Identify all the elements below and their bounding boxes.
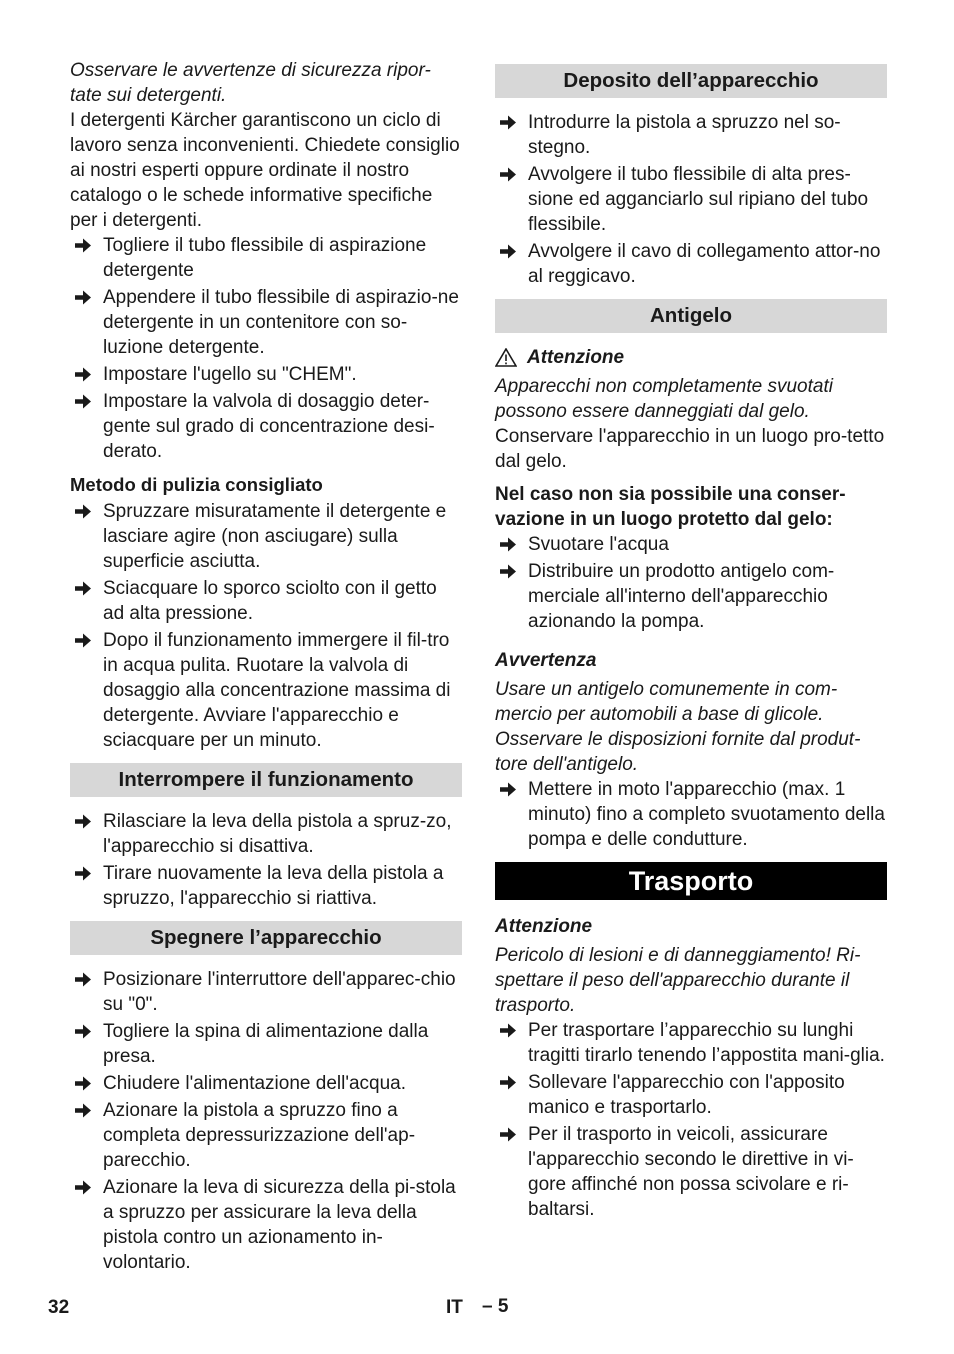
list-item-text: Avvolgere il tubo flessibile di alta pres-sione ed agganciarlo sul ripiano del tubo flessibile. [528,164,869,235]
list-item-text: Sciacquare lo sporco sciolto con il getto ad alta pressione. [103,578,437,624]
transport-label: Attenzione [495,916,593,937]
list-item [495,110,887,160]
steps-note [495,777,887,852]
arrow-right-icon [499,114,517,131]
steps-detergent [70,233,462,464]
list-item-text: Avvolgere il cavo di collegamento attor-no al reggicavo. [528,241,881,287]
section-interrupt: Interrompere il funzionamento [70,763,462,797]
attention-heading [495,345,887,370]
right-column [495,58,887,1224]
intro-italic-line1: Osservare le avvertenze di sicurezza ripor- [70,60,431,81]
arrow-right-icon [74,580,92,597]
list-item [70,861,462,911]
arrow-right-icon [74,971,92,988]
frost-italic: Apparecchi non completamente svuotati possono essere danneggiati dal gelo. [495,376,833,422]
arrow-right-icon [74,1075,92,1092]
list-item [70,499,462,574]
section-storage: Deposito dell’apparecchio [495,64,887,98]
list-item-text: Posizionare l'interruttore dell'apparec-chio su "0". [103,969,456,1015]
transport-italic: Pericolo di lesioni e di danneggiamento! Ri-spettare il peso dell'apparecchio durante il trasporto. [495,945,861,1016]
list-item-text: Impostare l'ugello su "CHEM". [103,364,357,385]
arrow-right-icon [499,243,517,260]
arrow-right-icon [74,813,92,830]
list-item-text: Togliere il tubo flessibile di aspirazione detergente [103,235,427,281]
section-transport: Trasporto [495,862,887,900]
list-item-text: Introdurre la pistola a spruzzo nel so-stegno. [528,112,841,158]
list-item [70,628,462,753]
warning-triangle-icon [495,348,517,367]
arrow-right-icon [74,237,92,254]
list-item [70,1071,462,1096]
list-item [495,239,887,289]
arrow-right-icon [74,366,92,383]
arrow-right-icon [74,393,92,410]
frost-text: Conservare l'apparecchio in un luogo pro-tetto dal gelo. [495,426,885,472]
arrow-right-icon [74,1023,92,1040]
list-item [495,777,887,852]
arrow-right-icon [499,1022,517,1039]
list-item-text: Distribuire un prodotto antigelo com-merciale all'interno dell'apparecchio azionando la pompa. [528,561,835,632]
list-item-text: Dopo il funzionamento immergere il fil-tro in acqua pulita. Ruotare la valvola di dosaggio alla concentrazione massima di detergente. Avviare l'apparecchio e sciacquare per un minuto. [103,630,451,751]
arrow-right-icon [74,865,92,882]
list-item [70,389,462,464]
attention-label: Attenzione [527,347,625,368]
list-item [70,576,462,626]
list-item-text: Svuotare l'acqua [528,534,669,555]
steps-storage [495,110,887,289]
steps-frost [495,532,887,634]
arrow-right-icon [74,503,92,520]
method-heading: Metodo di pulizia consigliato [70,474,323,495]
note-label: Avvertenza [495,650,597,671]
list-item [70,809,462,859]
list-item-text: Per il trasporto in veicoli, assicurare l'apparecchio secondo le direttive in vi-gore affinché non possa scivolare e ri-baltarsi. [528,1124,854,1220]
list-item-text: Rilasciare la leva della pistola a spruz-zo, l'apparecchio si disattiva. [103,811,452,857]
list-item [495,162,887,237]
arrow-right-icon [499,563,517,580]
steps-method [70,499,462,753]
list-item [70,1019,462,1069]
list-item-text: Azionare la leva di sicurezza della pi-stola a spruzzo per assicurare la leva della pistola contro un azionamento in-volontario. [103,1177,456,1273]
list-item [495,1070,887,1120]
section-switch-off: Spegnere l’apparecchio [70,921,462,955]
list-item [70,362,462,387]
language-code: IT [446,1297,463,1318]
intro-text: I detergenti Kärcher garantiscono un ciclo di lavoro senza inconvenienti. Chiedete consiglio ai nostri esperti oppure ordinate il nostro catalogo o le schede informative specifiche per i detergenti. [70,110,460,231]
list-item-text: Per trasportare l’apparecchio su lunghi tragitti tirarlo tenendo l’appostita mani-glia. [528,1020,885,1066]
note-italic: Usare un antigelo comunemente in com-mercio per automobili a base di glicole. Osservare le disposizioni fornite dal produt-tore dell'antigelo. [495,679,861,775]
list-item [495,532,887,557]
steps-interrupt [70,809,462,911]
list-item [70,233,462,283]
left-column [70,58,462,1277]
list-item-text: Sollevare l'apparecchio con l'apposito manico e trasportarlo. [528,1072,845,1118]
list-item [495,1122,887,1222]
list-item-text: Appendere il tubo flessibile di aspirazio-ne detergente in un contenitore con so-luzione detergente. [103,287,459,358]
page-number: 32 [48,1297,70,1318]
section-frost: Antigelo [495,299,887,333]
list-item-text: Chiudere l'alimentazione dell'acqua. [103,1073,406,1094]
arrow-right-icon [74,1102,92,1119]
list-item-text: Spruzzare misuratamente il detergente e lasciare agire (non asciugare) sulla superficie asciutta. [103,501,447,572]
list-item [495,1018,887,1068]
arrow-right-icon [74,632,92,649]
list-item-text: Mettere in moto l'apparecchio (max. 1 minuto) fino a completo svuotamento della pompa e delle condutture. [528,779,885,850]
arrow-right-icon [499,781,517,798]
list-item-text: Impostare la valvola di dosaggio deter-gente sul grado di concentrazione desi-derato. [103,391,435,462]
arrow-right-icon [499,1074,517,1091]
list-item [70,285,462,360]
arrow-right-icon [499,536,517,553]
steps-transport [495,1018,887,1222]
steps-switch-off [70,967,462,1275]
arrow-right-icon [74,289,92,306]
list-item-text: Togliere la spina di alimentazione dalla presa. [103,1021,429,1067]
list-item [70,967,462,1017]
arrow-right-icon [499,166,517,183]
list-item-text: Tirare nuovamente la leva della pistola a spruzzo, l'apparecchio si riattiva. [103,863,444,909]
list-item [70,1175,462,1275]
sub-page-number: – 5 [482,1296,509,1317]
list-item [495,559,887,634]
list-item-text: Azionare la pistola a spruzzo fino a completa depressurizzazione dell'ap-parecchio. [103,1100,416,1171]
frost-bold: Nel caso non sia possibile una conser-vazione in un luogo protetto dal gelo: [495,484,846,530]
intro-italic-line2: tate sui detergenti. [70,85,227,106]
arrow-right-icon [74,1179,92,1196]
list-item [70,1098,462,1173]
arrow-right-icon [499,1126,517,1143]
